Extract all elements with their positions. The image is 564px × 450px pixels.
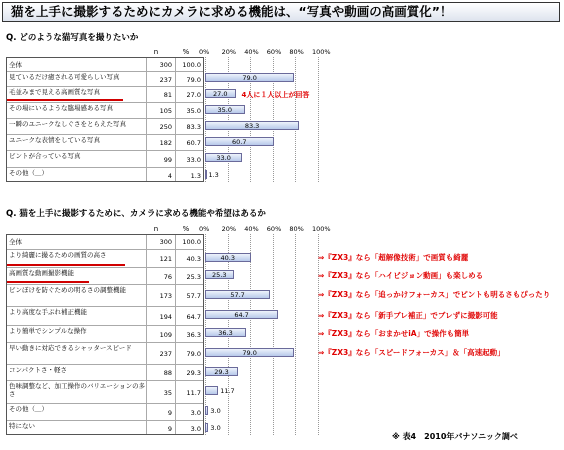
- row-label: 全体: [9, 60, 22, 69]
- row-pct: 3.0: [190, 408, 201, 417]
- table-row: [7, 403, 203, 420]
- row-n: 194: [159, 312, 172, 321]
- table-row: [7, 380, 203, 403]
- bar: [205, 386, 218, 395]
- row-pct: 3.0: [190, 425, 201, 433]
- row-n: 81: [163, 91, 172, 99]
- x-tick-label: 80%: [289, 225, 304, 233]
- row-label: ピンぼけを防ぐための明るさの調整機能: [9, 286, 126, 294]
- row-n: 300: [159, 60, 172, 69]
- highlight-underline: [7, 99, 123, 101]
- bar-value-label: 79.0: [242, 74, 257, 82]
- feature-annotation: ⇒『ZX3』なら「新手ブレ補正」でブレずに撮影可能: [318, 310, 498, 320]
- feature-annotation: ⇒『ZX3』なら「追っかけフォーカス」でピントも明るさもぴったり: [318, 290, 551, 299]
- row-n: 35: [163, 388, 172, 397]
- row-pct: 25.3: [186, 272, 201, 281]
- row-label: その場にいるような臨場感ある写真: [9, 104, 113, 112]
- bar-value-label: 33.0: [216, 154, 231, 162]
- row-pct: 100.0: [182, 238, 201, 246]
- row-pct: 1.3: [190, 172, 201, 180]
- table-row: [7, 342, 203, 364]
- table-row: [7, 71, 203, 86]
- bar-value-label: 11.7: [220, 387, 235, 395]
- row-label: ユニークな表情をしている写真: [9, 136, 100, 144]
- highlight-underline: [7, 264, 125, 266]
- bar-value-label: 3.0: [210, 407, 221, 415]
- bar-value-label: 64.7: [234, 311, 249, 319]
- callout-note: 4人に１人以上が回答: [241, 90, 310, 99]
- row-n: 121: [159, 255, 172, 263]
- row-n: 99: [163, 155, 172, 164]
- row-n: 9: [167, 425, 172, 433]
- row-pct: 64.7: [186, 312, 201, 321]
- x-tick-label: 80%: [289, 48, 304, 56]
- row-pct: 57.7: [186, 292, 201, 300]
- x-tick-label: 60%: [266, 225, 282, 233]
- row-pct: 79.0: [186, 75, 201, 84]
- row-n: 105: [159, 107, 172, 115]
- table-row: [7, 102, 203, 118]
- row-pct: 83.3: [186, 123, 201, 131]
- row-n: 300: [159, 238, 172, 246]
- x-tick-label: 40%: [244, 225, 259, 233]
- row-n: 9: [167, 408, 172, 417]
- bar-value-label: 79.0: [242, 348, 257, 357]
- bar-value-label: 1.3: [208, 170, 219, 179]
- bar-value-label: 57.7: [230, 290, 245, 299]
- bar-value-label: 40.3: [220, 253, 235, 262]
- bar-value-label: 27.0: [213, 89, 228, 98]
- row-label: コンパクトさ・軽さ: [9, 366, 68, 374]
- bar: [205, 170, 207, 179]
- row-n: 182: [159, 139, 172, 147]
- chart1-table: [6, 57, 204, 182]
- row-pct: 40.3: [186, 255, 201, 263]
- row-label: より高度な手ぶれ補正機能: [9, 308, 87, 316]
- bar-value-label: 36.3: [218, 329, 233, 337]
- table-row: [7, 167, 203, 183]
- row-pct: 11.7: [186, 388, 201, 397]
- row-label: 高画質な動画撮影機能: [9, 269, 74, 277]
- row-label: 色味調整など、加工操作のバリエーションの多さ: [9, 382, 146, 398]
- table-row: [7, 420, 203, 436]
- bar-value-label: 3.0: [210, 423, 221, 432]
- row-n: 88: [163, 369, 172, 377]
- table-row: [7, 235, 203, 249]
- gridline: [318, 57, 319, 182]
- feature-annotation: ⇒『ZX3』なら「ハイビジョン動画」も楽しめる: [318, 270, 484, 280]
- x-tick-label: 100%: [312, 225, 331, 233]
- x-tick-label: 20%: [221, 225, 237, 233]
- table-row: [7, 306, 203, 325]
- table-row: [7, 150, 203, 167]
- row-label: ピントが合っている写真: [9, 152, 81, 160]
- column-header-pct: %: [182, 225, 190, 233]
- table-row: [7, 284, 203, 306]
- table-row: [7, 364, 203, 380]
- row-pct: 100.0: [182, 60, 201, 69]
- row-n: 76: [163, 272, 172, 281]
- row-n: 237: [159, 75, 172, 84]
- row-n: 237: [159, 350, 172, 358]
- bar-value-label: 35.0: [217, 105, 233, 114]
- row-pct: 79.0: [186, 350, 201, 358]
- table-row: [7, 118, 203, 134]
- bar: [205, 423, 208, 432]
- row-label: 早い動きに対応できるシャッタースピード: [9, 344, 132, 352]
- row-label: その他（＿）: [9, 405, 48, 413]
- table-row: [7, 58, 203, 71]
- row-label: その他（＿）: [9, 169, 48, 177]
- gridline: [273, 234, 274, 435]
- row-n: 4: [167, 172, 172, 180]
- row-label: 一瞬のユニークなしぐさをとらえた写真: [9, 120, 126, 128]
- feature-annotation: ⇒『ZX3』なら「おまかせiA」で操作も簡単: [318, 328, 470, 338]
- column-header-n: n: [153, 225, 159, 233]
- x-tick-label: 0%: [199, 225, 210, 233]
- table-row: [7, 325, 203, 342]
- x-tick-label: 20%: [221, 48, 237, 56]
- row-pct: 33.0: [186, 155, 201, 164]
- row-label: より綺麗に撮るための画質の高さ: [9, 251, 107, 259]
- row-label: 毛並みまで見える高画質な写真: [9, 88, 100, 96]
- bar: [205, 406, 208, 415]
- row-pct: 36.3: [186, 330, 201, 339]
- chart2-title: Q. 猫を上手に撮影するために、カメラに求める機能や希望はあるか: [6, 209, 266, 219]
- row-label: より簡単でシンプルな操作: [9, 327, 87, 335]
- column-header-n: n: [153, 48, 159, 56]
- row-pct: 27.0: [186, 91, 201, 99]
- bar-value-label: 25.3: [212, 271, 227, 279]
- row-n: 250: [159, 123, 172, 131]
- row-label: 全体: [9, 238, 22, 246]
- feature-annotation: ⇒『ZX3』なら「スピードフォーカス」＆「高速起動」: [318, 348, 505, 357]
- gridline: [295, 57, 296, 182]
- row-n: 109: [159, 330, 172, 339]
- row-pct: 35.0: [186, 107, 201, 115]
- feature-annotation: ⇒『ZX3』なら「超解像技術」で画質も綺麗: [318, 253, 469, 262]
- x-tick-label: 0%: [199, 48, 210, 56]
- chart1-title: Q. どのような猫写真を撮りたいか: [6, 33, 139, 43]
- highlight-underline: [7, 281, 89, 283]
- row-n: 173: [159, 292, 172, 300]
- column-header-pct: %: [182, 48, 190, 56]
- x-tick-label: 100%: [312, 48, 331, 56]
- bar-value-label: 60.7: [232, 137, 247, 146]
- x-tick-label: 60%: [266, 48, 282, 56]
- row-label: 見ているだけ癒される可愛らしい写真: [9, 73, 120, 81]
- row-pct: 60.7: [186, 139, 201, 147]
- page-title: 猫を上手に撮影するためにカメラに求める機能は、“写真や動画の高画質化”！: [2, 2, 560, 22]
- source-note: ※ 表4 2010年パナソニック調べ: [392, 432, 518, 441]
- gridline: [250, 234, 251, 435]
- row-label: 特にない: [9, 422, 35, 430]
- bar-value-label: 29.3: [214, 367, 229, 376]
- gridline: [295, 234, 296, 435]
- x-tick-label: 40%: [244, 48, 259, 56]
- bar-value-label: 83.3: [244, 121, 260, 130]
- row-pct: 29.3: [186, 369, 201, 377]
- table-row: [7, 134, 203, 150]
